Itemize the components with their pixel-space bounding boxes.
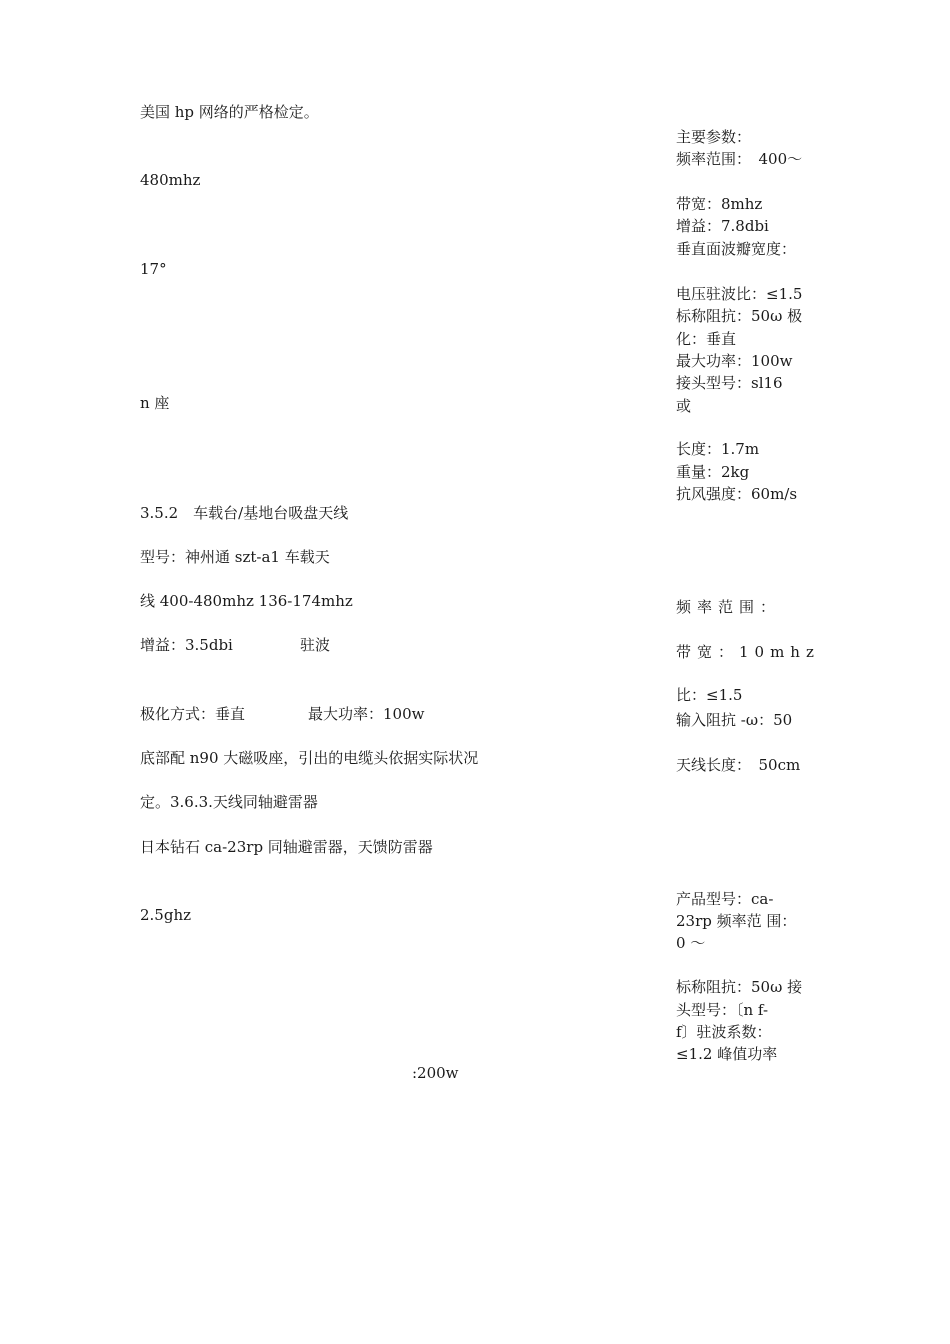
spec-line: f〕驻波系数： bbox=[676, 1023, 772, 1041]
spec-line: 化：垂直 bbox=[676, 330, 737, 348]
spec-line: ≤1.2 峰值功率 bbox=[676, 1045, 778, 1063]
body-line: 日本钻石 ca-23rp 同轴避雷器，天馈防雷器 bbox=[140, 838, 433, 856]
spec-line: 0 ～ bbox=[676, 934, 706, 952]
section-heading: 3.5.2 车载台/基地台吸盘天线 bbox=[140, 504, 349, 522]
body-line: 极化方式：垂直 bbox=[140, 705, 246, 723]
body-line: 最大功率：100w bbox=[308, 705, 425, 723]
spec-line: 带宽：8mhz bbox=[676, 195, 763, 213]
spec-line: 频率范围： 400～ bbox=[676, 150, 803, 168]
body-line: 型号：神州通 szt-a1 车载天 bbox=[140, 548, 330, 566]
spec-line: 重量：2kg bbox=[676, 463, 750, 481]
body-line: 美国 hp 网络的严格检定。 bbox=[140, 103, 319, 121]
spec-line: 产品型号：ca- bbox=[676, 890, 774, 908]
spec-line: 标称阻抗：50ω 接 bbox=[676, 978, 803, 996]
body-line: 驻波 bbox=[300, 636, 331, 654]
body-line: :200w bbox=[412, 1064, 459, 1082]
spec-line: 或 bbox=[676, 397, 692, 415]
spec-line: 比：≤1.5 bbox=[676, 686, 743, 704]
spec-line: 接头型号：sl16 bbox=[676, 374, 783, 392]
body-line: 底部配 n90 大磁吸座，引出的电缆头依据实际状况 bbox=[140, 749, 479, 767]
section-heading: 定。3.6.3.天线同轴避雷器 bbox=[140, 793, 318, 811]
spec-line: 主要参数： bbox=[676, 128, 752, 146]
body-line: 2.5ghz bbox=[140, 906, 192, 924]
spec-line: 频率范围： bbox=[676, 598, 782, 616]
spec-line: 头型号：〔n f- bbox=[676, 1001, 769, 1019]
spec-line: 增益：7.8dbi bbox=[676, 217, 769, 235]
body-line: 线 400-480mhz 136-174mhz bbox=[140, 592, 353, 610]
spec-line: 输入阻抗 -ω：50 bbox=[676, 711, 793, 729]
spec-line: 带宽：10mhz bbox=[676, 643, 820, 661]
body-line: 增益：3.5dbi bbox=[140, 636, 233, 654]
spec-line: 长度：1.7m bbox=[676, 440, 760, 458]
spec-line: 天线长度： 50cm bbox=[676, 756, 801, 774]
spec-line: 电压驻波比：≤1.5 bbox=[676, 285, 803, 303]
spec-line: 抗风强度：60m/s bbox=[676, 485, 798, 503]
spec-line: 最大功率：100w bbox=[676, 352, 793, 370]
spec-line: 23rp 频率范 围： bbox=[676, 912, 797, 930]
spec-line: 垂直面波瓣宽度： bbox=[676, 240, 797, 258]
body-line: 480mhz bbox=[140, 171, 201, 189]
body-line: n 座 bbox=[140, 394, 170, 412]
body-line: 17° bbox=[140, 260, 167, 278]
spec-line: 标称阻抗：50ω 极 bbox=[676, 307, 803, 325]
